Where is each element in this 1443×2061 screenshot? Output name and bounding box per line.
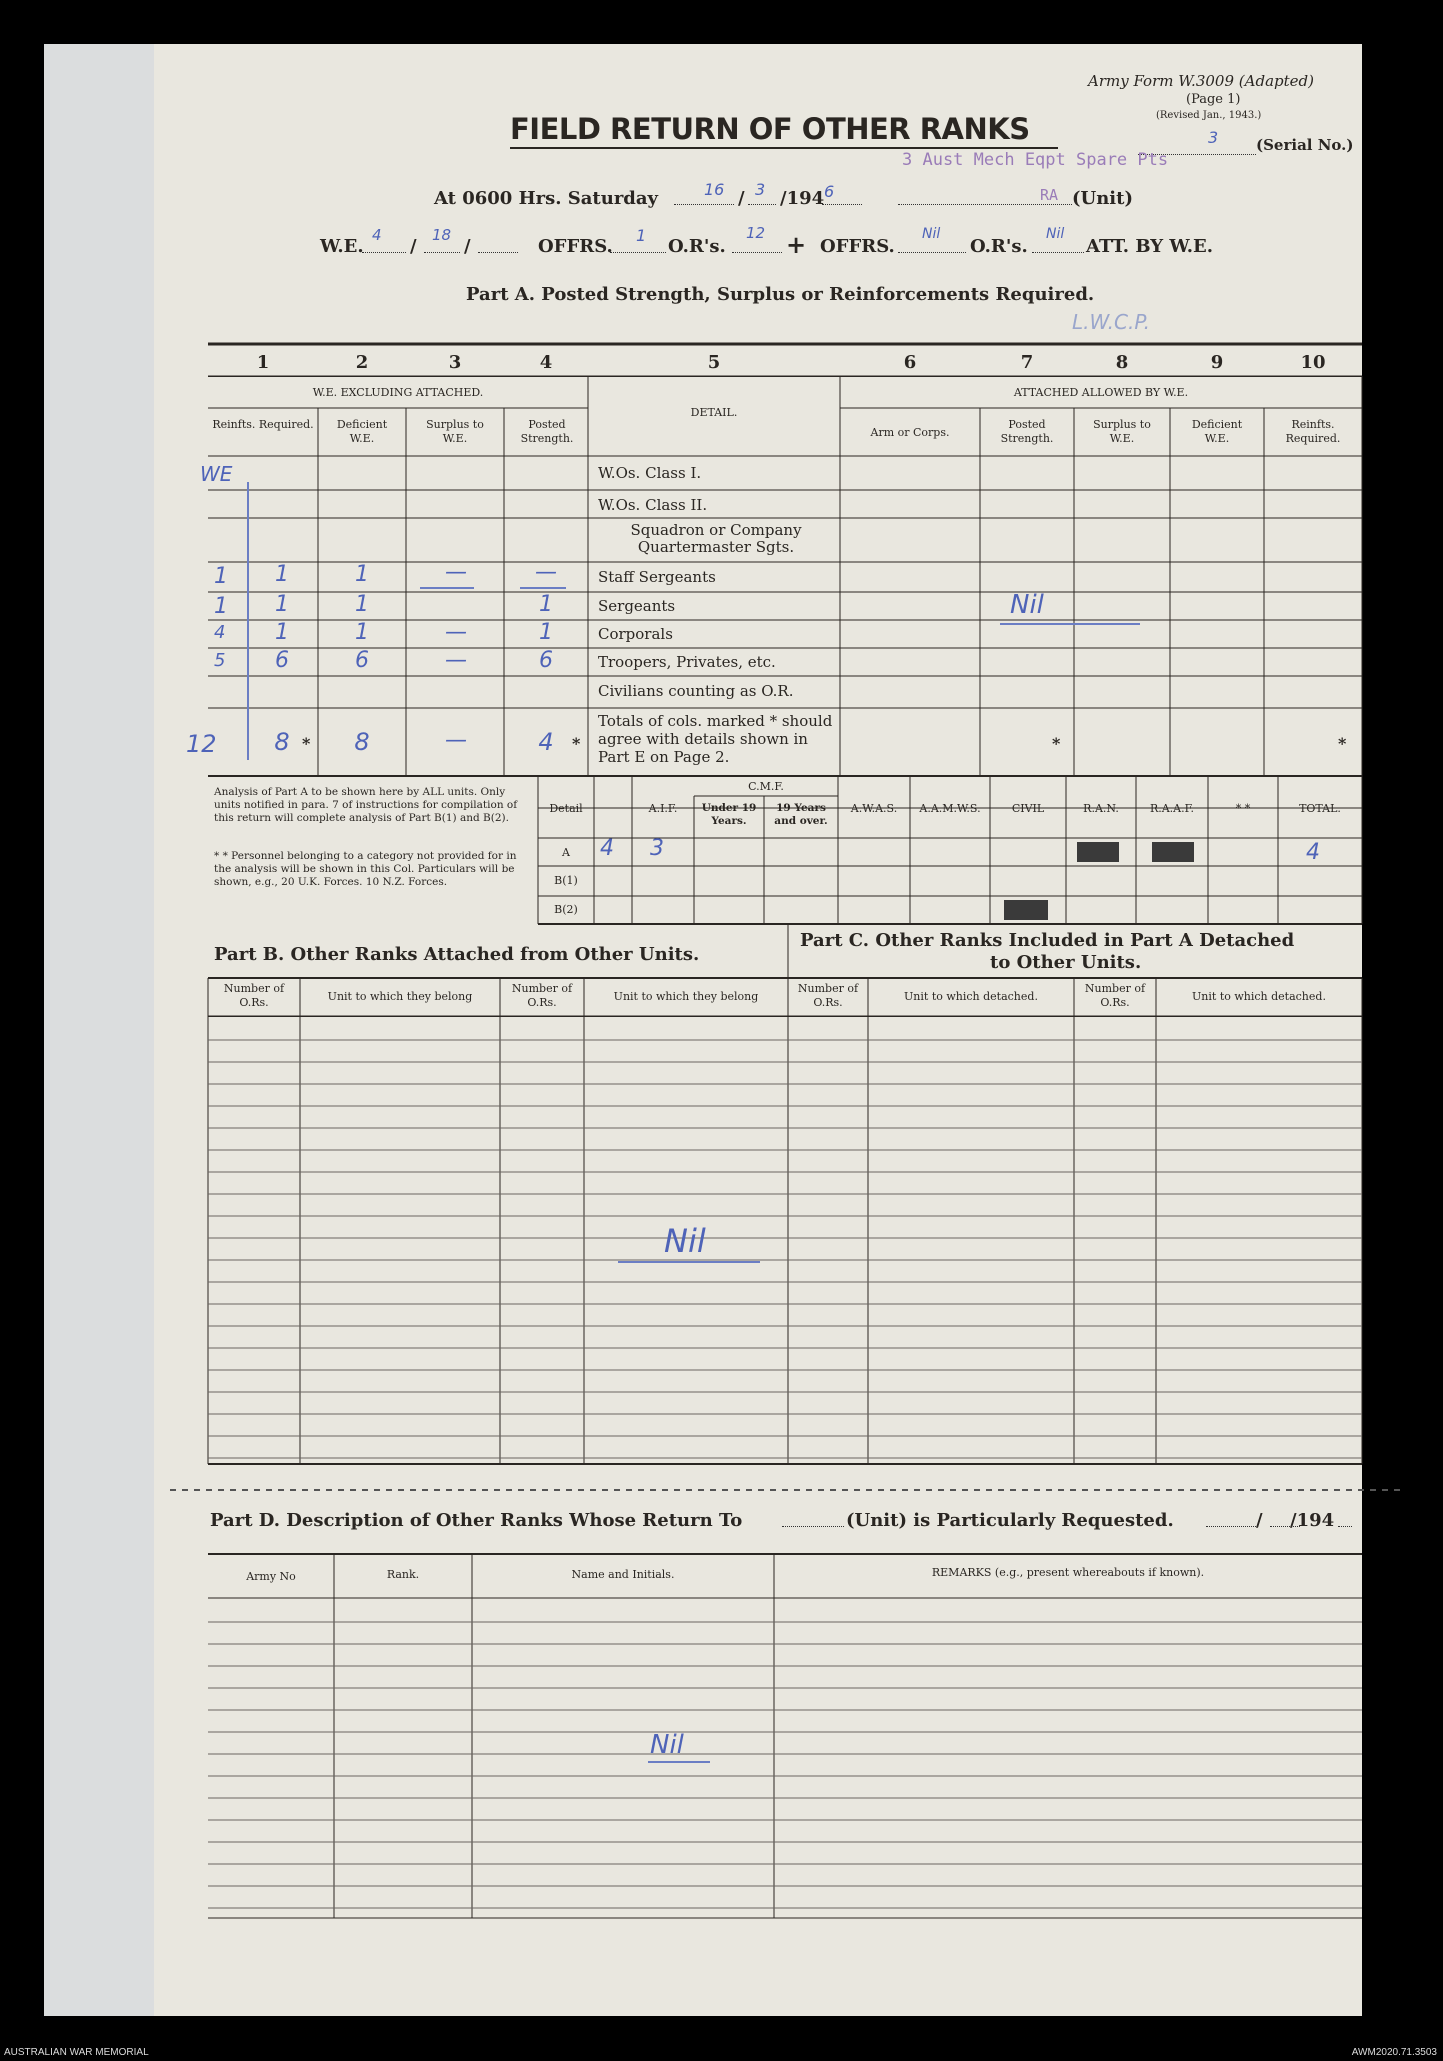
col-num-4: 4 <box>539 352 553 373</box>
hdr-civil: CIVIL <box>1011 802 1045 815</box>
offrs2-val: Nil <box>922 226 941 242</box>
analysis-note-2: * * Personnel belonging to a category not provided for in the analysis will be shown in this Col. Particulars will be shown, e.g., 20 U.K. Forces. 10 N.Z. Forces. <box>214 850 517 888</box>
c2-tpr: 6 <box>355 648 369 673</box>
col-num-6: 6 <box>903 352 917 373</box>
margin-total: 12 <box>186 730 217 758</box>
offrs2-label: OFFRS. <box>820 236 895 257</box>
ors2-val: Nil <box>1046 226 1065 242</box>
c3-total: — <box>445 728 467 753</box>
col-num-1: 1 <box>256 352 270 373</box>
date-day: 16 <box>704 180 725 199</box>
offrs-label: OFFRS. <box>538 236 613 257</box>
c-hdr-number-2: Number of O.Rs. <box>1084 982 1146 1009</box>
part-d-date-line3 <box>1338 1526 1352 1527</box>
star-c7: * <box>1052 734 1061 753</box>
col-num-7: 7 <box>1020 352 1034 373</box>
unit-fill: RA <box>1040 186 1059 204</box>
we-slash1: / <box>410 236 417 257</box>
d-hdr-name: Name and Initials. <box>571 1568 675 1581</box>
detail-corporals: Corporals <box>598 625 673 643</box>
c3-tpr: — <box>445 648 467 673</box>
hdr-19over: 19 Years and over. <box>774 802 828 827</box>
part-b-title: Part B. Other Ranks Attached from Other Units. <box>214 944 700 965</box>
part-d-date: /194 <box>1290 1510 1335 1531</box>
sub-arm-corps: Arm or Corps. <box>870 426 950 439</box>
hdr-raaf: R.A.A.F. <box>1149 802 1195 815</box>
analysis-row-b2: B(2) <box>554 903 578 916</box>
col-num-3: 3 <box>448 352 462 373</box>
margin-num-3: 4 <box>214 622 226 643</box>
hdr-ran: R.A.N. <box>1083 802 1119 815</box>
plus-sign: + <box>786 230 807 259</box>
analysis-hand-a1: 4 <box>600 836 614 861</box>
part-a-handnote: L.W.C.P. <box>1072 310 1150 334</box>
sub-deficient: Deficient W.E. <box>336 418 388 445</box>
part-c-title-2: to Other Units. <box>990 952 1142 973</box>
detail-sergeants: Sergeants <box>598 597 676 615</box>
margin-num-1: 1 <box>214 564 228 589</box>
date-month: 3 <box>755 180 766 199</box>
detail-civilians: Civilians counting as O.R. <box>598 682 794 700</box>
serial-label: (Serial No.) <box>1256 136 1354 154</box>
detail-header: DETAIL. <box>690 406 738 419</box>
group-left-header: W.E. EXCLUDING ATTACHED. <box>312 386 484 399</box>
form-id: Army Form W.3009 (Adapted) <box>1088 72 1314 90</box>
c-hdr-unit-2: Unit to which detached. <box>1192 990 1326 1003</box>
attached-nil: Nil <box>1010 590 1044 620</box>
part-c-title-1: Part C. Other Ranks Included in Part A Detached <box>800 930 1295 951</box>
col-num-2: 2 <box>355 352 369 373</box>
sub-posted: Posted Strength. <box>520 418 574 445</box>
hdr-aif: A.I.F. <box>648 802 678 815</box>
we-slash2: / <box>464 236 471 257</box>
c4-tpr: 6 <box>539 648 553 673</box>
sub-posted-att: Posted Strength. <box>1000 418 1054 445</box>
analysis-detail-label: Detail <box>549 802 583 815</box>
we-label: W.E. <box>320 236 364 257</box>
b-hdr-number-1: Number of O.Rs. <box>223 982 285 1009</box>
part-d-nil: Nil <box>650 1730 684 1760</box>
part-d-unit-line <box>782 1526 844 1527</box>
c-hdr-number-1: Number of O.Rs. <box>797 982 859 1009</box>
b-hdr-unit-1: Unit to which they belong <box>327 990 473 1003</box>
b-hdr-number-2: Number of O.Rs. <box>511 982 573 1009</box>
c4-cpl: 1 <box>539 620 553 645</box>
hdr-cmf: C.M.F. <box>748 780 784 793</box>
margin-num-2: 1 <box>214 594 228 619</box>
footer-left: AUSTRALIAN WAR MEMORIAL <box>4 2047 149 2058</box>
sub-reinfts-att: Reinfts. Required. <box>1285 418 1341 445</box>
c1-sgt: 1 <box>275 592 289 617</box>
sub-surplus: Surplus to W.E. <box>426 418 484 445</box>
part-d-slash: / <box>1256 1510 1263 1531</box>
star-c4: * <box>572 734 581 753</box>
c4-total: 4 <box>538 728 554 756</box>
at-label: At 0600 Hrs. Saturday <box>434 188 659 209</box>
c2-staff: 1 <box>355 562 369 587</box>
year-digit: 6 <box>824 182 835 201</box>
c3-cpl: — <box>445 620 467 645</box>
analysis-note-1: Analysis of Part A to be shown here by ALL units. Only units notified in para. 7 of instructions for compilation of this return will complete analysis of Part B(1) and B(2). <box>214 786 518 824</box>
c1-staff: 1 <box>275 562 289 587</box>
we-val2: 18 <box>432 226 452 244</box>
sub-reinfts: Reinfts. Required. <box>212 418 314 431</box>
detail-wo1: W.Os. Class I. <box>598 464 702 482</box>
page-title: FIELD RETURN OF OTHER RANKS <box>510 112 1030 146</box>
part-b-nil: Nil <box>664 1222 706 1260</box>
analysis-total-a: 4 <box>1306 840 1320 865</box>
c3-staff: — <box>445 560 467 585</box>
serial-value: 3 <box>1208 128 1219 147</box>
c1-total: 8 <box>274 728 290 756</box>
col-num-10: 10 <box>1300 352 1326 373</box>
detail-totals: Totals of cols. marked * should agree with details shown in Part E on Page 2. <box>598 712 833 766</box>
c-hdr-unit-1: Unit to which detached. <box>904 990 1038 1003</box>
analysis-hand-a2: 3 <box>650 836 664 861</box>
ors-label: O.R's. <box>668 236 726 257</box>
we-val1: 4 <box>372 226 382 244</box>
revised-date: (Revised Jan., 1943.) <box>1156 110 1262 121</box>
margin-num-4: 5 <box>214 650 226 671</box>
star-c1: * <box>302 734 311 753</box>
page-number: (Page 1) <box>1186 92 1241 107</box>
c4-staff: — <box>535 560 557 585</box>
hdr-total: TOTAL. <box>1299 802 1341 815</box>
detail-wo2: W.Os. Class II. <box>598 496 708 514</box>
d-hdr-rank: Rank. <box>386 1568 420 1581</box>
unit-label: (Unit) <box>1072 188 1133 209</box>
c2-cpl: 1 <box>355 620 369 645</box>
unit-stamp: 3 Aust Mech Eqpt Spare Pts <box>902 150 1169 170</box>
hdr-awas: A.W.A.S. <box>850 802 898 815</box>
detail-staff-sergeants: Staff Sergeants <box>598 568 716 586</box>
att-label: ATT. BY W.E. <box>1086 236 1214 257</box>
col-num-9: 9 <box>1210 352 1224 373</box>
b-hdr-unit-2: Unit to which they belong <box>613 990 759 1003</box>
d-hdr-army-no: Army No <box>246 1570 296 1583</box>
analysis-row-a: A <box>562 846 570 859</box>
star-c10: * <box>1338 734 1347 753</box>
part-d-title-post: (Unit) is Particularly Requested. <box>846 1510 1174 1531</box>
offrs-val: 1 <box>636 226 647 245</box>
c1-tpr: 6 <box>275 648 289 673</box>
hdr-under19: Under 19 Years. <box>701 802 757 827</box>
hdr-aamws: A.A.M.W.S. <box>919 802 981 815</box>
d-hdr-remarks: REMARKS (e.g., present whereabouts if known). <box>931 1566 1205 1579</box>
sub-deficient-att: Deficient W.E. <box>1191 418 1243 445</box>
col-num-5: 5 <box>707 352 721 373</box>
year-prefix: /194 <box>780 188 825 209</box>
ors-val: 12 <box>746 224 766 242</box>
group-right-header: ATTACHED ALLOWED BY W.E. <box>1013 386 1189 399</box>
ors2-label: O.R's. <box>970 236 1028 257</box>
col-num-8: 8 <box>1115 352 1129 373</box>
detail-troopers: Troopers, Privates, etc. <box>598 653 776 671</box>
sub-surplus-att: Surplus to W.E. <box>1093 418 1151 445</box>
c2-total: 8 <box>354 728 370 756</box>
part-a-title: Part A. Posted Strength, Surplus or Reinforcements Required. <box>466 284 1095 305</box>
c4-sgt: 1 <box>539 592 553 617</box>
we-margin-note: WE <box>200 462 233 486</box>
c2-sgt: 1 <box>355 592 369 617</box>
date-slash1: / <box>738 188 745 209</box>
c1-cpl: 1 <box>275 620 289 645</box>
part-d-title-pre: Part D. Description of Other Ranks Whose Return To <box>210 1510 743 1531</box>
hdr-other: * * <box>1235 802 1251 815</box>
analysis-row-b1: B(1) <box>554 874 578 887</box>
footer-right: AWM2020.71.3503 <box>1351 2047 1437 2058</box>
detail-sqmsgts: Squadron or Company Quartermaster Sgts. <box>630 521 802 556</box>
part-d-date-line1 <box>1206 1526 1256 1527</box>
